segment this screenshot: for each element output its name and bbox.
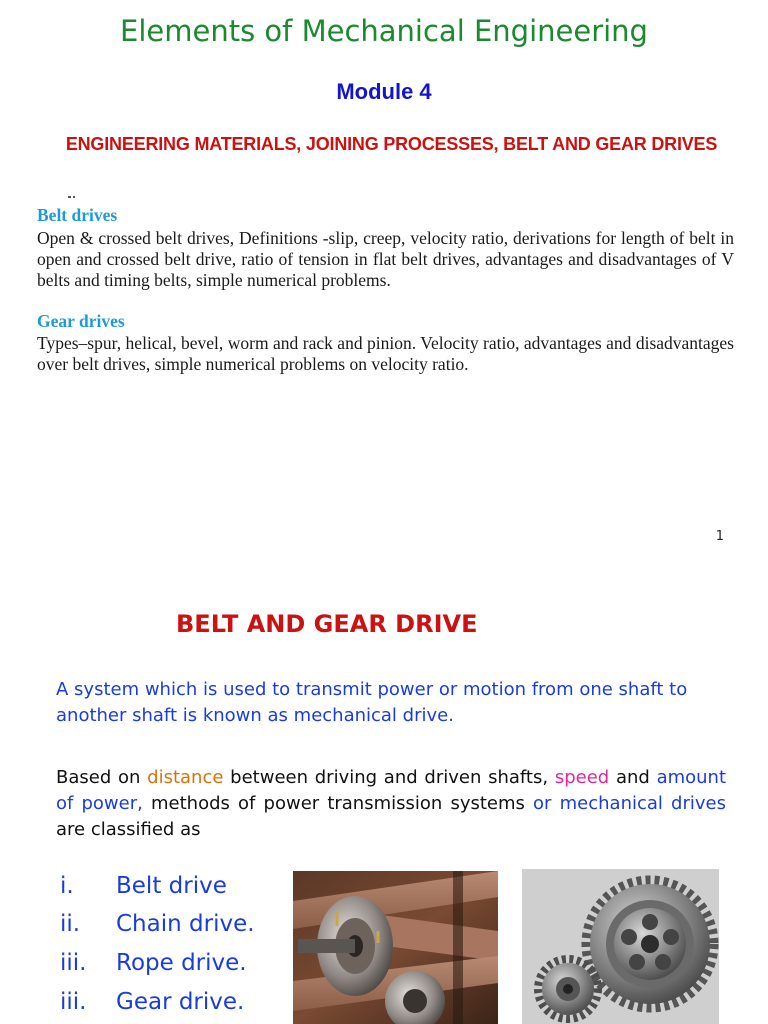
list-item-label: Gear drive.: [116, 989, 245, 1015]
keyword-amount-of-power: amount of power,: [56, 767, 727, 814]
classify-text: methods of power transmission systems: [142, 793, 534, 814]
cropped-text-fragment: [60, 196, 80, 199]
keyword-mechanical-drives: mechanical drives: [559, 793, 726, 814]
list-item: [60, 911, 255, 937]
module-topics: ENGINEERING MATERIALS, JOINING PROCESSES, BELT AND GEAR DRIVES: [65, 134, 718, 154]
list-item: [60, 950, 247, 976]
page-title: Elements of Mechanical Engineering: [120, 14, 648, 48]
belt-drives-syllabus: Open & crossed belt drives, Definitions -slip, creep, velocity ratio, derivations for length of belt in open and crossed belt drive, ratio of tension in flat belt drives, advantages and disadvantages of V belts and timing belts, simple numerical problems.: [37, 228, 734, 290]
belt-drive-photo: [293, 871, 498, 1024]
classify-text: and: [609, 767, 657, 788]
list-item-label: Rope drive.: [116, 950, 247, 976]
list-item-number: iii.: [60, 989, 87, 1015]
classify-text: Based on: [56, 767, 148, 788]
classification-paragraph: [56, 765, 726, 843]
classify-text: between driving and driven shafts,: [223, 767, 555, 788]
gear-drive-photo: [522, 869, 719, 1024]
mechanical-drive-definition: A system which is used to transmit power or motion from one shaft to another shaft is known as mechanical drive.: [56, 679, 688, 726]
keyword-or: or: [533, 793, 552, 814]
list-item-number: ii.: [60, 911, 81, 937]
list-item-label: Belt drive: [116, 873, 227, 899]
list-item-number: iii.: [60, 950, 87, 976]
gear-drives-syllabus: Types–spur, helical, bevel, worm and rack and pinion. Velocity ratio, advantages and disadvantages over belt drives, simple numerical problems on velocity ratio.: [37, 333, 734, 374]
list-item: [60, 989, 244, 1015]
module-label: Module 4: [336, 79, 432, 104]
keyword-distance: distance: [147, 767, 224, 788]
classify-text: are classified as: [56, 819, 201, 840]
slide-title: BELT AND GEAR DRIVE: [176, 610, 478, 638]
belt-drives-heading: Belt drives: [37, 205, 118, 225]
keyword-speed: speed: [554, 767, 610, 788]
gear-drives-heading: Gear drives: [37, 311, 125, 331]
list-item-number: i.: [60, 873, 74, 899]
list-item: [60, 873, 227, 899]
list-item-label: Chain drive.: [116, 911, 255, 937]
page-number: 1: [715, 529, 724, 544]
